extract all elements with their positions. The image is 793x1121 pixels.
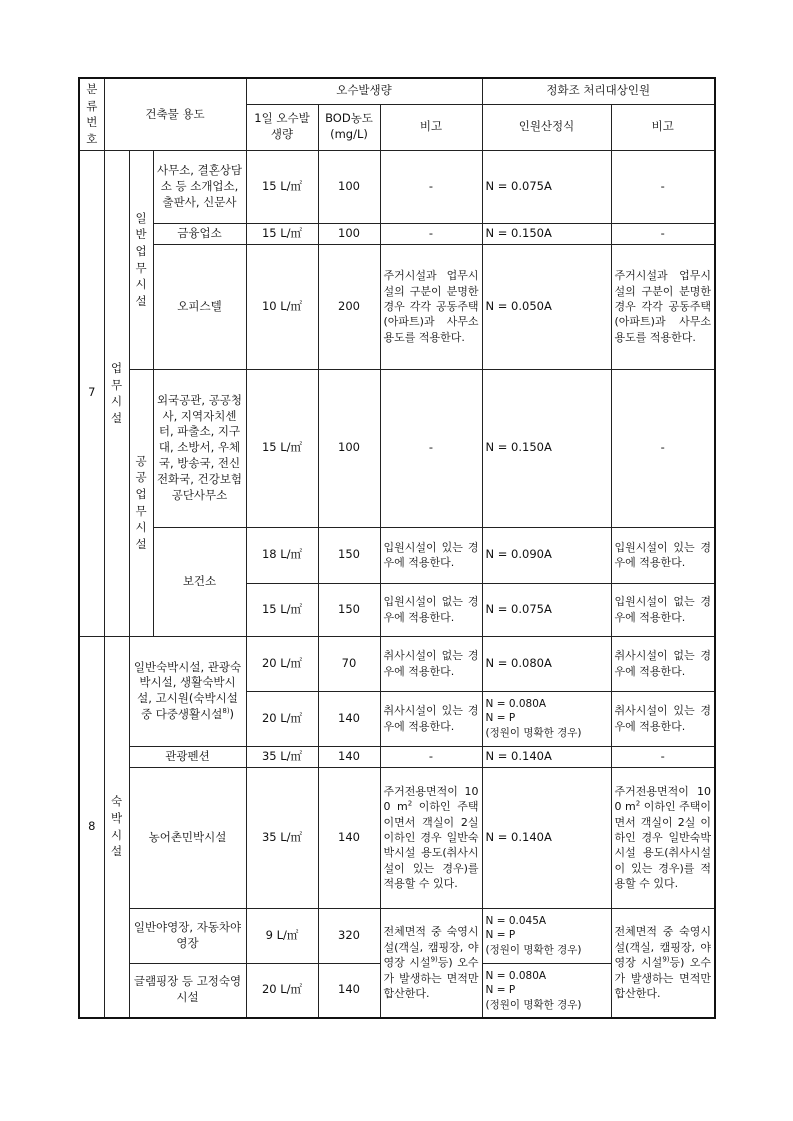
bod-value: 140 — [318, 767, 380, 908]
building-use: 오피스텔 — [153, 244, 246, 369]
table-row — [79, 908, 715, 963]
daily-sewage: 35 L/㎡ — [246, 746, 318, 767]
remark2: 취사시설이 있는 경우에 적용한다. — [611, 691, 715, 746]
building-use: 관광펜션 — [129, 746, 246, 767]
bod-value: 70 — [318, 636, 380, 691]
table-row — [79, 223, 715, 244]
daily-sewage: 20 L/㎡ — [246, 636, 318, 691]
remark2: 전체면적 중 숙영시설(객실, 캠핑장, 야영장 시설$^{9)}$등) 오수가 발생하는 면적만 합산한다. — [611, 908, 715, 1018]
daily-sewage: 10 L/㎡ — [246, 244, 318, 369]
daily-sewage: 15 L/㎡ — [246, 369, 318, 527]
building-use: 금융업소 — [153, 223, 246, 244]
header-daily-sewage: 1일 오수발생량 — [246, 104, 318, 150]
remark: 취사시설이 있는 경우에 적용한다. — [380, 691, 482, 746]
formula: N = 0.075A — [482, 150, 611, 223]
bod-value: 140 — [318, 691, 380, 746]
remark: 주거시설과 업무시설의 구분이 분명한 경우 각각 공동주택(아파트)과 사무소 용도를 적용한다. — [380, 244, 482, 369]
header-septic-target: 정화조 처리대상인원 — [482, 78, 715, 104]
formula: N = 0.075A — [482, 583, 611, 636]
remark2: - — [611, 223, 715, 244]
header-sewage-generation: 오수발생량 — [246, 78, 482, 104]
table-row — [79, 527, 715, 583]
subgroup-label: 공공업무시설 — [129, 369, 153, 636]
remark2: - — [611, 369, 715, 527]
header-bod: BOD농도(mg/L) — [318, 104, 380, 150]
formula: N = 0.080A N = P (정원이 명확한 경우) — [482, 691, 611, 746]
remark: 입원시설이 없는 경우에 적용한다. — [380, 583, 482, 636]
table-row — [79, 746, 715, 767]
formula: N = 0.080A — [482, 636, 611, 691]
remark: - — [380, 746, 482, 767]
header-formula: 인원산정식 — [482, 104, 611, 150]
remark2: 주거시설과 업무시설의 구분이 분명한 경우 각각 공동주택(아파트)과 사무소 용도를 적용한다. — [611, 244, 715, 369]
remark: 취사시설이 없는 경우에 적용한다. — [380, 636, 482, 691]
remark2: 주거전용면적이 100 $m^2$ 이하인 주택이면서 객실이 2실 이하인 경우 일반숙박시설 용도(취사시설이 있는 경우)를 적용할 수 있다. — [611, 767, 715, 908]
daily-sewage: 15 L/㎡ — [246, 150, 318, 223]
bod-value: 150 — [318, 527, 380, 583]
bod-value: 140 — [318, 963, 380, 1018]
daily-sewage: 20 L/㎡ — [246, 691, 318, 746]
subgroup-label: 일반업무시설 — [129, 150, 153, 369]
bod-value: 100 — [318, 223, 380, 244]
building-use: 사무소, 결혼상담소 등 소개업소, 출판사, 신문사 — [153, 150, 246, 223]
building-use: 일반야영장, 자동차야영장 — [129, 908, 246, 963]
building-use: 글램핑장 등 고정숙영시설 — [129, 963, 246, 1018]
remark: 전체면적 중 숙영시설(객실, 캠핑장, 야영장 시설$^{9)}$등) 오수가 발생하는 면적만 합산한다. — [380, 908, 482, 1018]
remark: 주거전용면적이 100 $m^2$ 이하인 주택이면서 객실이 2실 이하인 경우 일반숙박시설 용도(취사시설이 있는 경우)를 적용할 수 있다. — [380, 767, 482, 908]
category-group: 숙박시설 — [104, 636, 129, 1018]
remark2: 입원시설이 있는 경우에 적용한다. — [611, 527, 715, 583]
formula: N = 0.045A N = P (정원이 명확한 경우) — [482, 908, 611, 963]
formula: N = 0.140A — [482, 767, 611, 908]
bod-value: 100 — [318, 150, 380, 223]
bod-value: 100 — [318, 369, 380, 527]
daily-sewage: 15 L/㎡ — [246, 223, 318, 244]
header-category-no: 분류번호 — [79, 78, 104, 150]
header-remarks2: 비고 — [611, 104, 715, 150]
category-group: 업무시설 — [104, 150, 129, 636]
table-row — [79, 244, 715, 369]
remark2: 취사시설이 없는 경우에 적용한다. — [611, 636, 715, 691]
document-page — [78, 77, 716, 1019]
remark: - — [380, 150, 482, 223]
formula: N = 0.140A — [482, 746, 611, 767]
building-use: 농어촌민박시설 — [129, 767, 246, 908]
building-use: 외국공관, 공공청사, 지역자치센터, 파출소, 지구대, 소방서, 우체국, 방송국, 전신전화국, 건강보험공단사무소 — [153, 369, 246, 527]
formula: N = 0.150A — [482, 369, 611, 527]
bod-value: 320 — [318, 908, 380, 963]
building-use: 일반숙박시설, 관광숙박시설, 생활숙박시설, 고시원(숙박시설 중 다중생활시설$^{8)}$) — [129, 636, 246, 746]
remark2: - — [611, 746, 715, 767]
daily-sewage: 20 L/㎡ — [246, 963, 318, 1018]
table-row — [79, 767, 715, 908]
header-remarks: 비고 — [380, 104, 482, 150]
daily-sewage: 35 L/㎡ — [246, 767, 318, 908]
remark2: 입원시설이 없는 경우에 적용한다. — [611, 583, 715, 636]
remark: - — [380, 223, 482, 244]
table-row — [79, 369, 715, 527]
remark2: - — [611, 150, 715, 223]
building-use: 보건소 — [153, 527, 246, 636]
remark: 입원시설이 있는 경우에 적용한다. — [380, 527, 482, 583]
daily-sewage: 15 L/㎡ — [246, 583, 318, 636]
header-building-use: 건축물 용도 — [104, 78, 246, 150]
daily-sewage: 18 L/㎡ — [246, 527, 318, 583]
formula: N = 0.080A N = P (정원이 명확한 경우) — [482, 963, 611, 1018]
category-number: 8 — [79, 636, 104, 1018]
category-number: 7 — [79, 150, 104, 636]
formula: N = 0.090A — [482, 527, 611, 583]
sewage-table — [78, 77, 716, 1019]
table-row — [79, 636, 715, 691]
table-row — [79, 150, 715, 223]
formula: N = 0.050A — [482, 244, 611, 369]
daily-sewage: 9 L/㎡ — [246, 908, 318, 963]
bod-value: 150 — [318, 583, 380, 636]
formula: N = 0.150A — [482, 223, 611, 244]
bod-value: 200 — [318, 244, 380, 369]
bod-value: 140 — [318, 746, 380, 767]
remark: - — [380, 369, 482, 527]
